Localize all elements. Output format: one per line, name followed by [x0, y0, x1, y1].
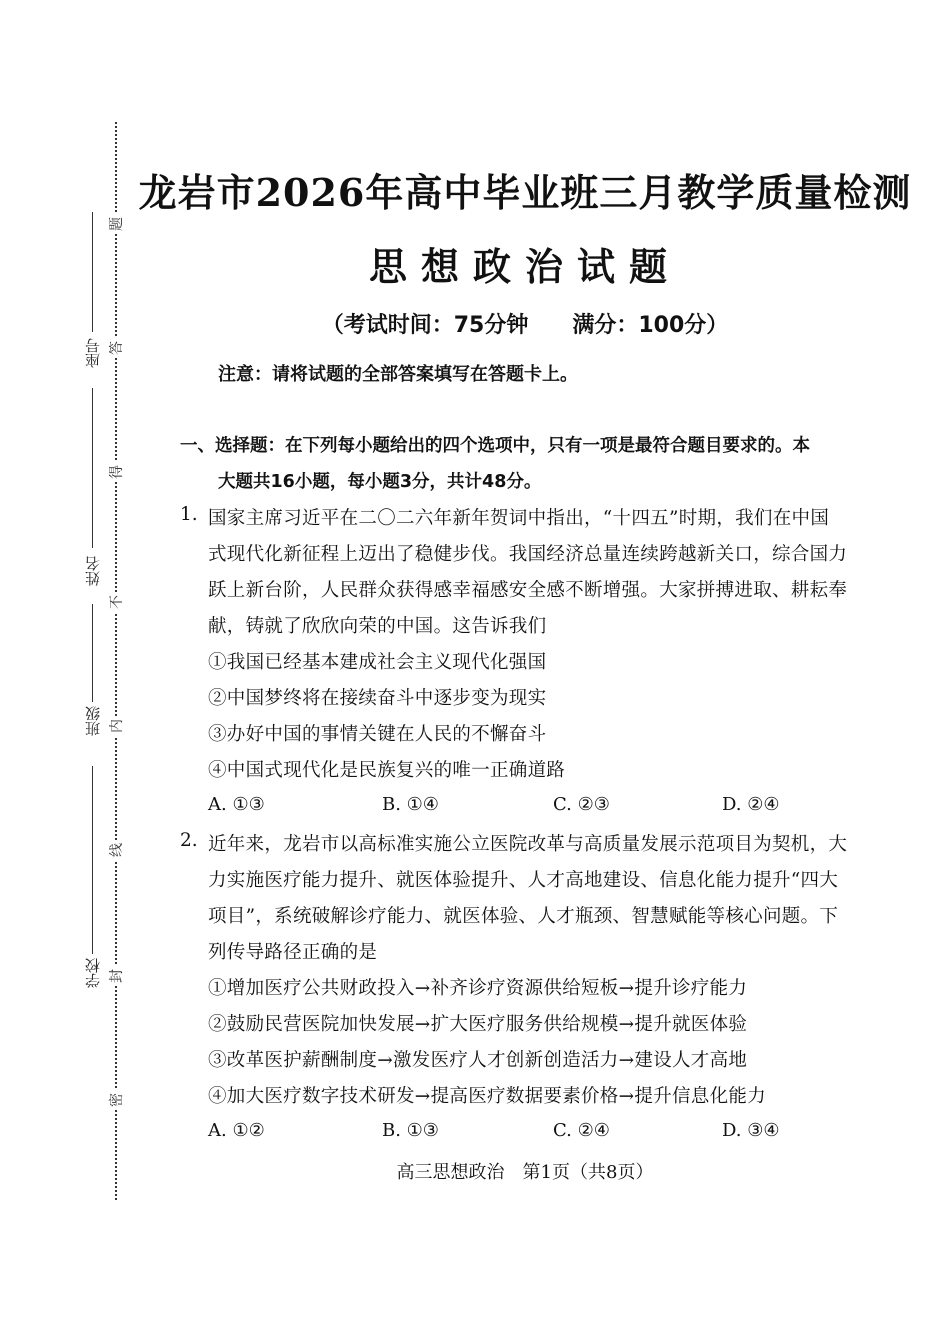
option-a: A. ①②	[208, 1120, 265, 1141]
seal-char-da: 答	[106, 338, 126, 358]
seal-char-xian: 线	[106, 840, 126, 860]
statement: ②鼓励民营医院加快发展→扩大医疗服务供给规模→提升就医体验	[208, 1014, 748, 1035]
question-number: 1.	[180, 504, 198, 525]
time-info: （考试时间：75分钟 满分：100分）	[321, 313, 729, 338]
seal-char-ti: 题	[106, 214, 126, 234]
seal-char-mi: 密	[106, 1090, 126, 1110]
question-stem-line: 跃上新台阶，人民群众获得感幸福感安全感不断增强。大家拼搏进取、耕耘奉	[208, 580, 848, 601]
question-stem-line: 力实施医疗能力提升、就医体验提升、人才高地建设、信息化能力提升“四大	[208, 870, 839, 891]
question-stem-line: 国家主席习近平在二〇二六年新年贺词中指出，“十四五”时期，我们在中国	[208, 508, 830, 529]
option-d: D. ③④	[722, 1120, 780, 1141]
question-stem-line: 式现代化新征程上迈出了稳健步伐。我国经济总量连续跨越新关口，综合国力	[208, 544, 848, 565]
exam-title: 龙岩市2026年高中毕业班三月教学质量检测	[138, 170, 912, 215]
seat-number-label: 座号	[84, 338, 102, 368]
question-stem-line: 献，铸就了欣欣向荣的中国。这告诉我们	[208, 616, 547, 637]
option-a: A. ①③	[208, 794, 265, 815]
option-c: C. ②③	[553, 794, 610, 815]
question-number: 2.	[180, 830, 198, 851]
statement: ④中国式现代化是民族复兴的唯一正确道路	[208, 760, 566, 781]
statement: ③办好中国的事情关键在人民的不懈奋斗	[208, 724, 547, 745]
section-heading-line1: 一、选择题：在下列每小题给出的四个选项中，只有一项是最符合题目要求的。本	[180, 436, 810, 456]
name-label: 姓名	[84, 556, 102, 586]
option-d: D. ②④	[722, 794, 780, 815]
question-stem-line: 项目”，系统破解诊疗能力、就医体验、人才瓶颈、智慧赋能等核心问题。下	[208, 906, 839, 927]
statement: ①增加医疗公共财政投入→补齐诊疗资源供给短板→提升诊疗能力	[208, 978, 748, 999]
statement: ③改革医护薪酬制度→激发医疗人才创新创造活力→建设人才高地	[208, 1050, 748, 1071]
school-line	[92, 766, 93, 954]
school-label: 学校	[84, 958, 102, 988]
notice: 注意：请将试题的全部答案填写在答题卡上。	[218, 364, 578, 385]
class-label: 班级	[84, 706, 102, 736]
section-heading-line2: 大题共16小题，每小题3分，共计48分。	[218, 472, 542, 492]
statement: ①我国已经基本建成社会主义现代化强国	[208, 652, 547, 673]
subject-title: 思想政治试题	[368, 244, 681, 289]
seal-char-feng: 封	[106, 966, 126, 986]
question-stem-line: 近年来，龙岩市以高标准实施公立医院改革与高质量发展示范项目为契机，大	[208, 834, 848, 855]
statement: ②中国梦终将在接续奋斗中逐步变为现实	[208, 688, 547, 709]
option-b: B. ①④	[382, 794, 439, 815]
question-stem-line: 列传导路径正确的是	[208, 942, 378, 963]
seal-char-de: 得	[106, 462, 126, 482]
name-line	[92, 388, 93, 548]
seal-char-nei: 内	[106, 716, 126, 736]
option-b: B. ①③	[382, 1120, 439, 1141]
page-footer: 高三思想政治 第1页（共8页）	[396, 1162, 654, 1183]
option-c: C. ②④	[553, 1120, 610, 1141]
class-line	[92, 604, 93, 702]
statement: ④加大医疗数字技术研发→提高医疗数据要素价格→提升信息化能力	[208, 1086, 767, 1107]
seal-char-bu: 不	[106, 592, 126, 612]
